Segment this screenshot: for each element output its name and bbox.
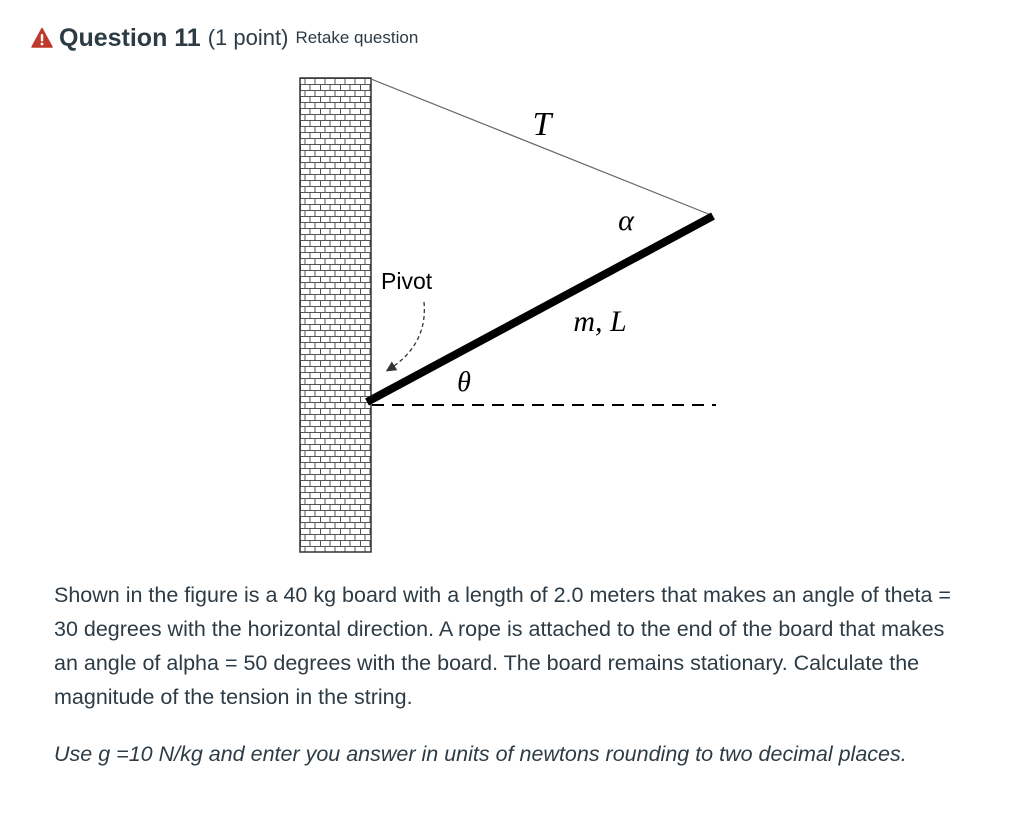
mass-length-label: m, L — [573, 305, 627, 338]
tension-label: T — [532, 106, 552, 143]
pivot-arrow — [388, 302, 424, 370]
theta-label: θ — [457, 367, 471, 398]
question-points: (1 point) — [207, 25, 289, 50]
pivot-label: Pivot — [381, 268, 433, 294]
question-title: Question 11 — [59, 23, 201, 52]
board — [367, 216, 713, 402]
instruction-text: Use g =10 N/kg and enter you answer in units of newtons rounding to two decimal places. — [54, 742, 907, 766]
retake-question-link[interactable]: Retake question — [295, 28, 419, 47]
rope-line — [371, 79, 711, 215]
question-text: Shown in the figure is a 40 kg board with a length of 2.0 meters that makes an angle of theta = 30 degrees with the horizontal direction. A rope is attached to the end of the board that makes an angle of alpha = 50 degrees with the board. The board remains stationary. Calculate the magnitude of the tension in the string. — [54, 583, 951, 709]
alpha-label: α — [618, 204, 634, 237]
brick-wall — [300, 78, 371, 552]
